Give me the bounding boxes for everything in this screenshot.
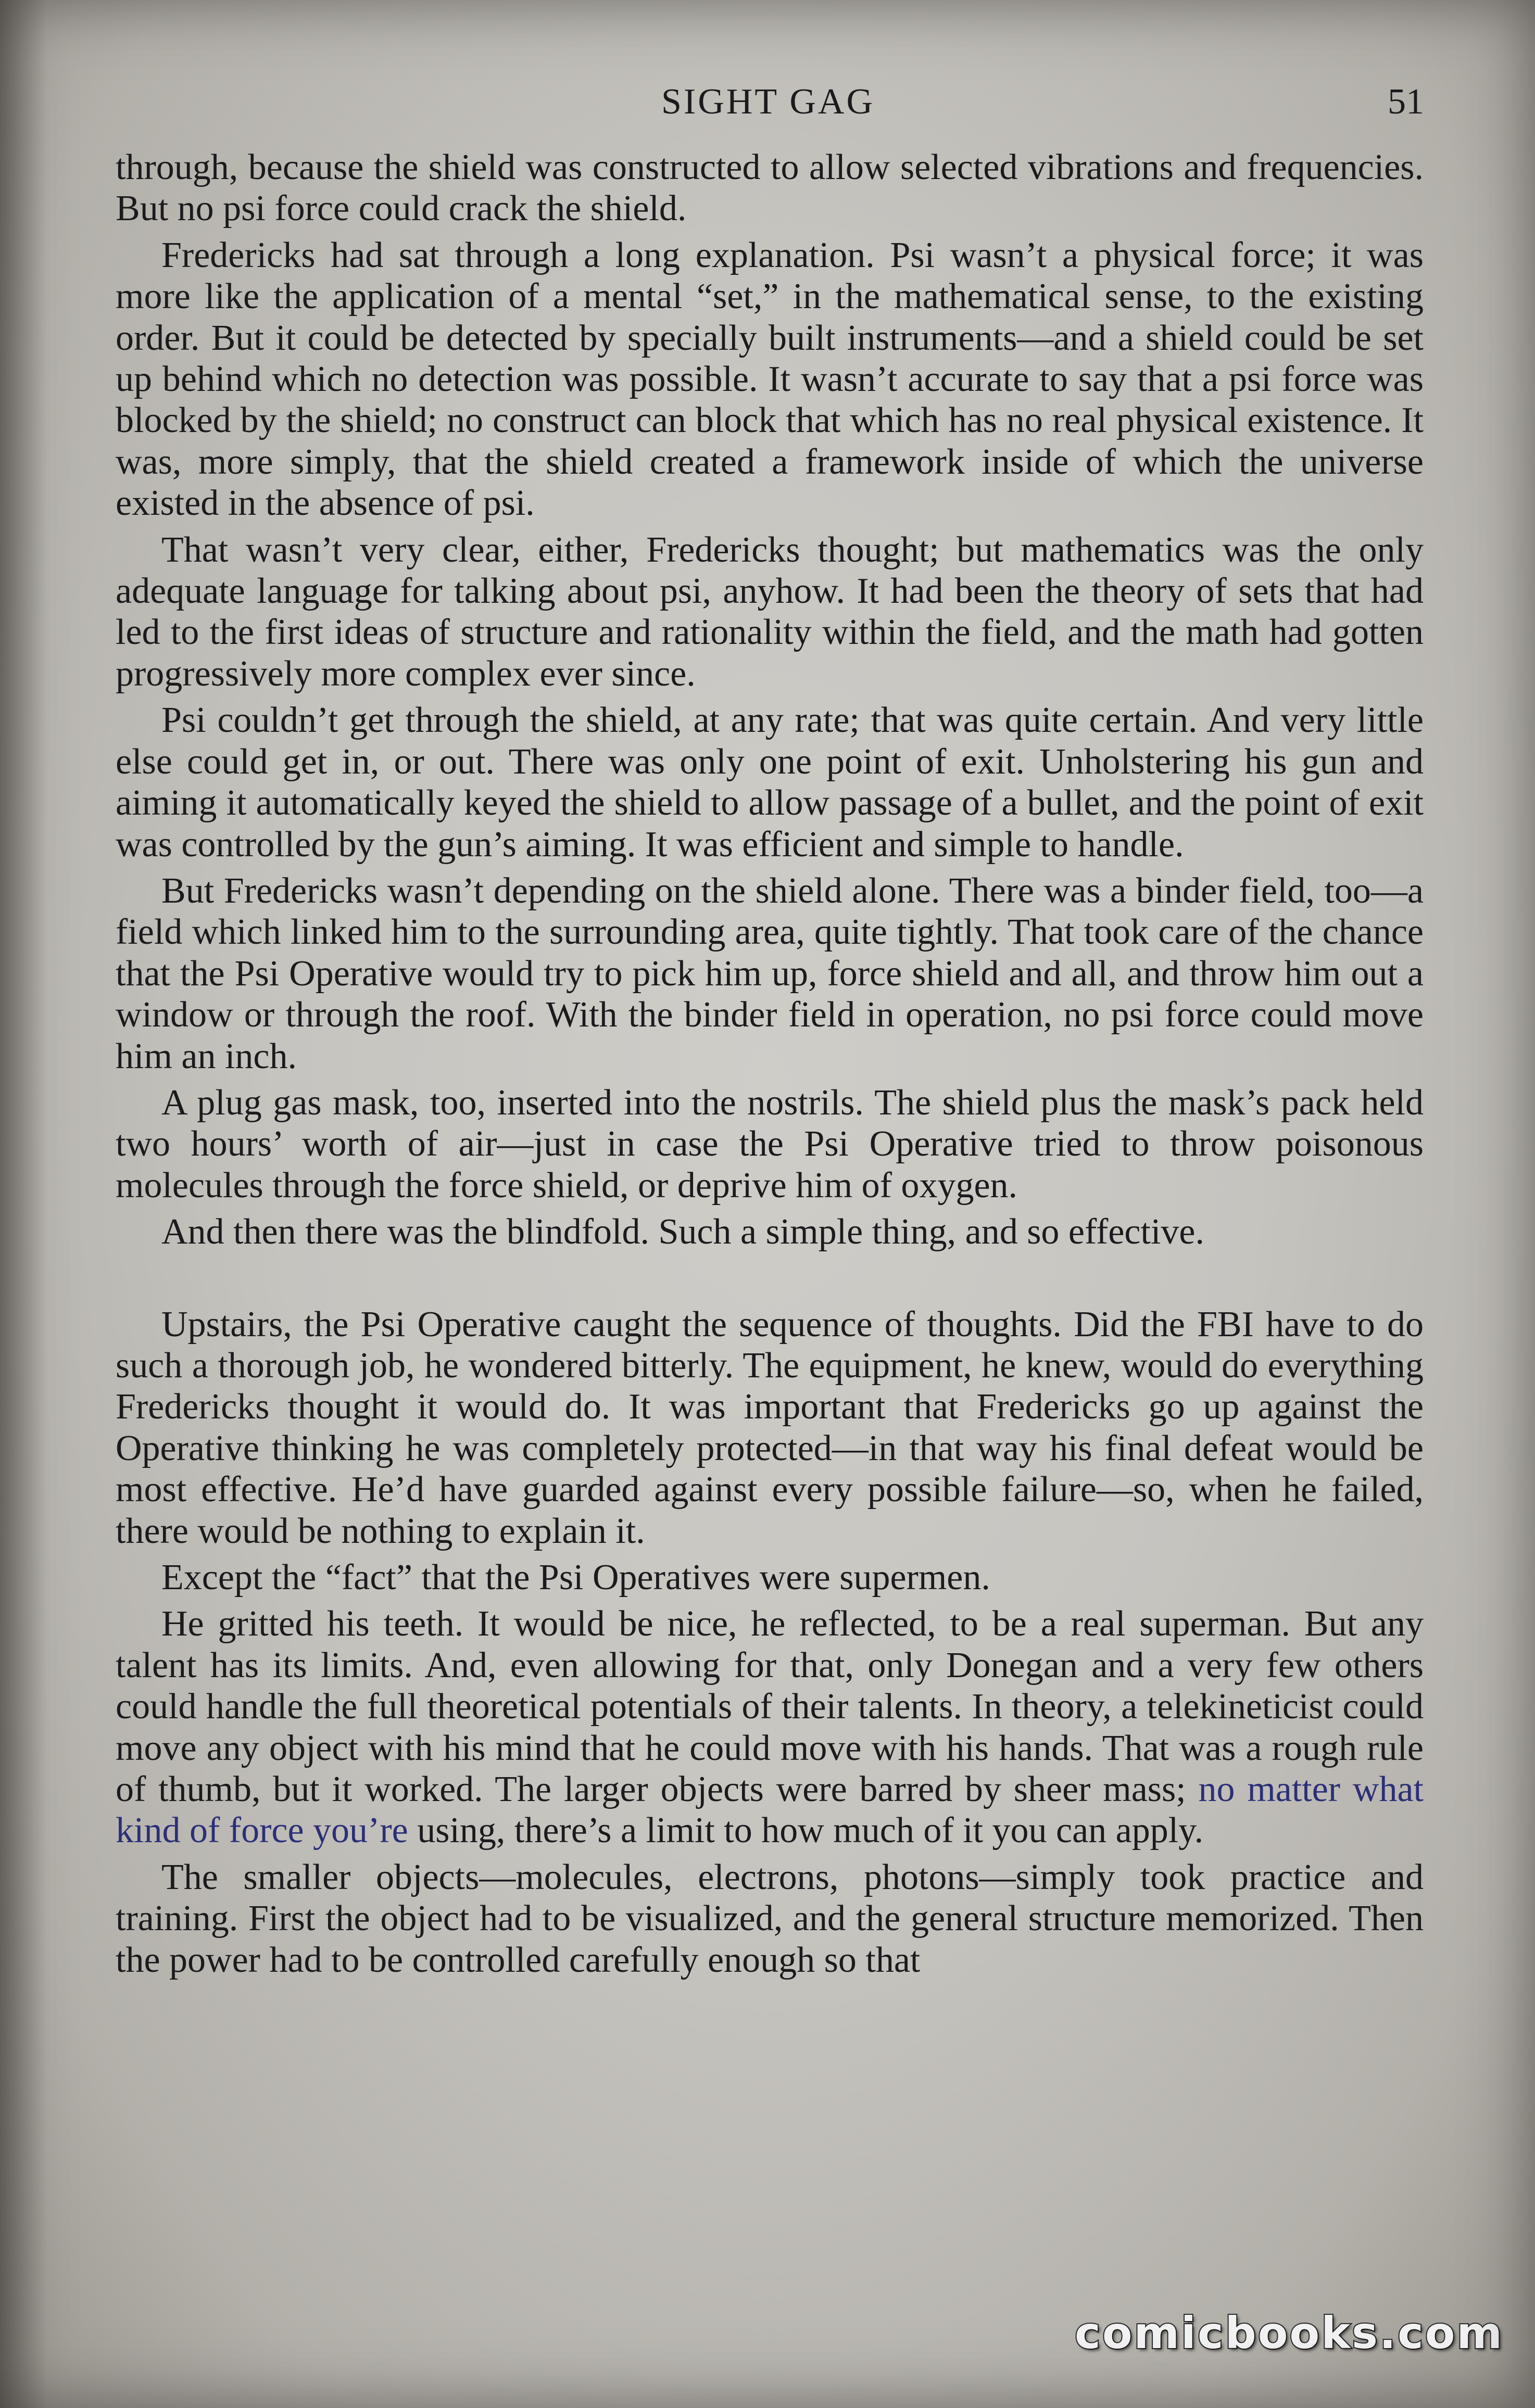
paragraph-10-blue-ink-part: no matter what kind of force you’re	[116, 1769, 1424, 1851]
paragraph-4: Psi couldn’t get through the shield, at any rate; that was quite certain. And very little else could get in, or out. There was only one point of exit. Unholstering his gun and aiming it automatically keyed the shield to allow passage of a bullet, and the point of exit was controlled by the gun’s aiming. It was efficient and simple to handle.	[116, 700, 1424, 865]
paragraph-3: That wasn’t very clear, either, Fredericks thought; but mathematics was the only adequate language for talking about psi, anyhow. It had been the theory of sets that had led to the first ideas of structure and rationality within the field, and the math had gotten progressively more complex ever since.	[116, 529, 1424, 694]
paragraph-1: through, because the shield was constructed to allow selected vibrations and frequencies. But no psi force could crack the shield.	[116, 147, 1424, 229]
page-number: 51	[1388, 82, 1424, 122]
paragraph-9: Except the “fact” that the Psi Operatives were supermen.	[161, 1557, 990, 1598]
paragraph-6: A plug gas mask, too, inserted into the nostrils. The shield plus the mask’s pack held two hours’ worth of air—just in case the Psi Operative tried to throw poisonous molecules through the force shield, or deprive him of oxygen.	[116, 1082, 1424, 1206]
page-gutter-shadow	[0, 0, 47, 2408]
paragraph-11: The smaller objects—molecules, electrons, photons—simply took practice and training. First the object had to be visualized, and the general structure memorized. Then the power had to be controlled carefully enough so that	[116, 1857, 1424, 1980]
body-text	[116, 147, 1424, 1986]
paragraph-2: Fredericks had sat through a long explanation. Psi wasn’t a physical force; it was more like the application of a mental “set,” in the mathematical sense, to the existing order. But it could be detected by specially built instruments—and a shield could be set up behind which no detection was possible. It wasn’t accurate to say that a psi force was blocked by the shield; no construct can block that which has no real physical existence. It was, more simply, that the shield created a framework inside of which the universe existed in the absence of psi.	[116, 235, 1424, 524]
paragraph-8: Upstairs, the Psi Operative caught the sequence of thoughts. Did the FBI have to do such a thorough job, he wondered bitterly. The equipment, he knew, would do everything Fredericks thought it would do. It was important that Fredericks go up against the Operative thinking he was completely protected—in that way his final defeat would be most effective. He’d have guarded against every possible failure—so, when he failed, there would be nothing to explain it.	[116, 1304, 1424, 1551]
running-head	[112, 77, 1424, 126]
watermark: comicbooks.com	[1075, 2308, 1504, 2359]
paragraph-7: And then there was the blindfold. Such a simple thing, and so effective.	[161, 1212, 1204, 1252]
paragraph-10-part-a: He gritted his teeth. It would be nice, he reflected, to be a real superman. But any talent has its limits. And, even allowing for that, only Donegan and a very few others could handle the full theoretical potentials of their talents. In theory, a telekineticist could move any object with his mind that he could move with his hands. That was a rough rule of thumb, but it worked. The larger objects were barred by sheer mass;	[116, 1604, 1424, 1810]
paragraph-10	[116, 1603, 1424, 1851]
paragraph-5: But Fredericks wasn’t depending on the shield alone. There was a binder field, too—a field which linked him to the surrounding area, quite tightly. That took care of the chance that the Psi Operative would try to pick him up, force shield and all, and throw him out a window or through the roof. With the binder field in operation, no psi force could move him an inch.	[116, 870, 1424, 1076]
paragraph-10-part-c: using, there’s a limit to how much of it you can apply.	[408, 1810, 1204, 1851]
running-title: SIGHT GAG	[661, 82, 875, 122]
